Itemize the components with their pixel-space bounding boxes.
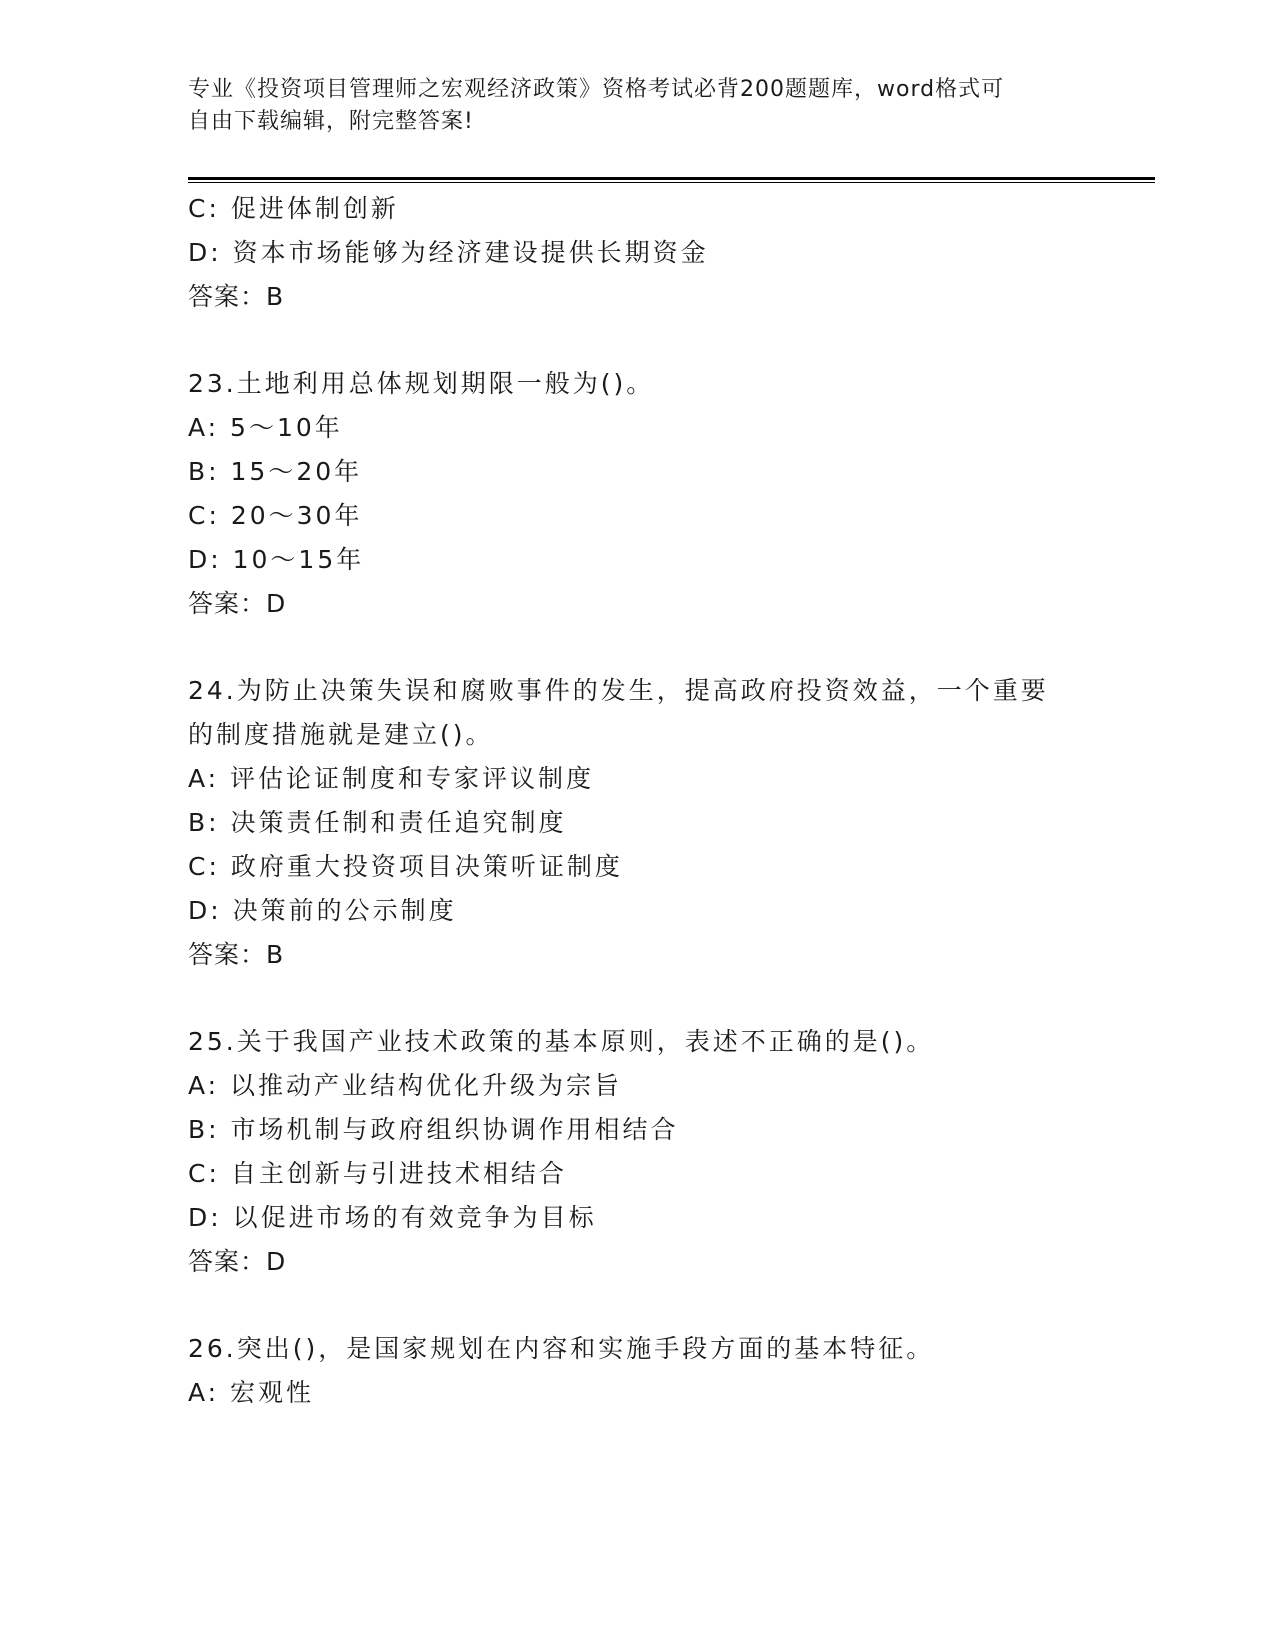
q25-option-b: B: 市场机制与政府组织协调作用相结合	[188, 1115, 679, 1144]
q23-stem: 23.土地利用总体规划期限一般为()。	[188, 369, 655, 398]
prev-option-c: C: 促进体制创新	[188, 194, 399, 223]
q23-option-b: B: 15～20年	[188, 457, 363, 486]
header-rule-thin	[188, 182, 1155, 183]
q24-stem-line-1: 24.为防止决策失误和腐败事件的发生，提高政府投资效益，一个重要	[188, 676, 1049, 705]
q23-option-c: C: 20～30年	[188, 501, 363, 530]
q25-stem: 25.关于我国产业技术政策的基本原则，表述不正确的是()。	[188, 1027, 935, 1056]
q24-option-c: C: 政府重大投资项目决策听证制度	[188, 852, 623, 881]
q23-option-d: D: 10～15年	[188, 545, 365, 574]
q26-stem: 26.突出()，是国家规划在内容和实施手段方面的基本特征。	[188, 1334, 935, 1363]
q25-option-a: A: 以推动产业结构优化升级为宗旨	[188, 1071, 623, 1100]
q25-option-d: D: 以促进市场的有效竞争为目标	[188, 1203, 597, 1232]
q24-answer: 答案：B	[188, 940, 285, 969]
q23-option-a: A: 5～10年	[188, 413, 343, 442]
q24-option-d: D: 决策前的公示制度	[188, 896, 457, 925]
prev-answer: 答案：B	[188, 282, 285, 311]
q25-option-c: C: 自主创新与引进技术相结合	[188, 1159, 567, 1188]
document-header	[188, 74, 1088, 138]
header-line-1: 专业《投资项目管理师之宏观经济政策》资格考试必背200题题库，word格式可	[188, 77, 1005, 102]
prev-option-d: D: 资本市场能够为经济建设提供长期资金	[188, 238, 709, 267]
q24-option-a: A: 评估论证制度和专家评议制度	[188, 764, 595, 793]
q23-answer: 答案：D	[188, 589, 287, 618]
header-line-2: 自由下载编辑，附完整答案!	[188, 109, 474, 134]
q24-option-b: B: 决策责任制和责任追究制度	[188, 808, 567, 837]
header-rule-thick	[188, 177, 1155, 180]
q26-option-a: A: 宏观性	[188, 1378, 315, 1407]
q25-answer: 答案：D	[188, 1247, 287, 1276]
q24-stem-line-2: 的制度措施就是建立()。	[188, 720, 494, 749]
